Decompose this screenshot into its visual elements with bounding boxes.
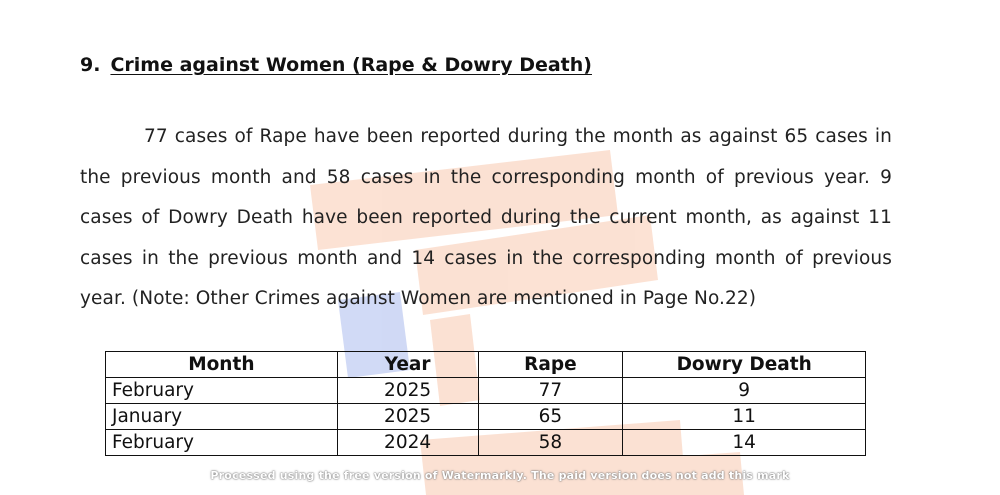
- cell-rape: 58: [478, 430, 623, 456]
- table-row: [106, 430, 866, 456]
- table-row: [106, 404, 866, 430]
- summary-paragraph: 77 cases of Rape have been reported during the month as against 65 cases in the previous month and 58 cases in the corresponding month of previous year. 9 cases of Dowry Death have been reported during the current month, as against 11 cases in the previous month and 14 cases in the corresponding month of previous year. (Note: Other Crimes against Women are mentioned in Page No.22): [80, 126, 892, 310]
- section-title: Crime against Women (Rape & Dowry Death): [110, 54, 592, 76]
- table-row: [106, 378, 866, 404]
- header-dowry-death: Dowry Death: [623, 352, 866, 378]
- section-heading: [80, 54, 592, 76]
- header-rape: Rape: [478, 352, 623, 378]
- cell-month: January: [106, 404, 338, 430]
- cell-year: 2025: [337, 404, 478, 430]
- cell-month: February: [106, 378, 338, 404]
- section-number: 9.: [80, 54, 101, 76]
- cell-month: February: [106, 430, 338, 456]
- crime-table: [105, 351, 866, 456]
- header-year: Year: [337, 352, 478, 378]
- header-month: Month: [106, 352, 338, 378]
- cell-dowry-death: 11: [623, 404, 866, 430]
- cell-rape: 77: [478, 378, 623, 404]
- cell-dowry-death: 14: [623, 430, 866, 456]
- watermark-text: Processed using the free version of Watermarkly. The paid version does not add this mark: [210, 469, 790, 482]
- cell-dowry-death: 9: [623, 378, 866, 404]
- cell-year: 2024: [337, 430, 478, 456]
- cell-rape: 65: [478, 404, 623, 430]
- table-header-row: [106, 352, 866, 378]
- cell-year: 2025: [337, 378, 478, 404]
